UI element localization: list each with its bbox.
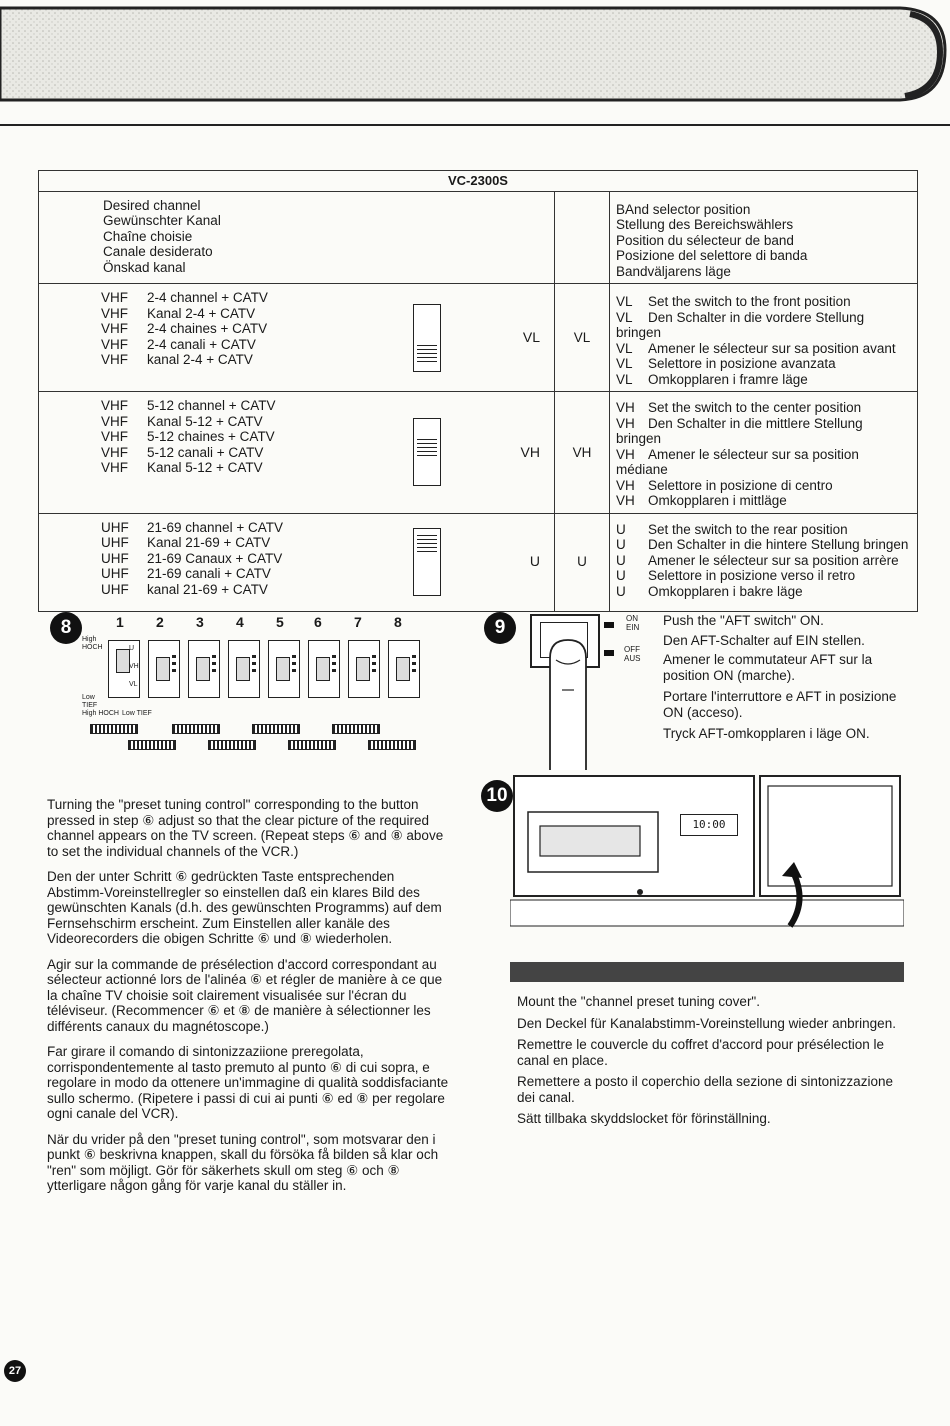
preset-switch-2[interactable]	[148, 640, 180, 698]
header-right-line: Posizione del selettore di banda	[616, 248, 808, 263]
step-10-line: Mount the "channel preset tuning cover".	[517, 994, 760, 1009]
tuning-control[interactable]	[128, 740, 176, 750]
step-8-badge: 8	[50, 612, 82, 644]
position-cell: VL	[555, 284, 610, 392]
header-right-line: Position du sélecteur de band	[616, 232, 794, 248]
header-right-line: Bandväljarens läge	[616, 263, 731, 279]
header-left-line: Gewünschter Kanal	[103, 213, 221, 228]
preset-switch-row	[82, 614, 426, 754]
header-left-line: Önskad kanal	[103, 259, 186, 275]
low-label: Low TIEF	[82, 694, 98, 709]
channel-line: Kanal 5-12 + CATV	[147, 413, 263, 429]
preset-switch-8[interactable]	[388, 640, 420, 698]
vcr-illustration	[510, 772, 904, 986]
channel-cell	[39, 284, 408, 392]
high-label: High HOCH	[82, 636, 103, 651]
step-9-line: Amener le commutateur AFT sur la position ON (marche).	[663, 652, 873, 683]
switch-position-label: VL	[522, 328, 540, 345]
band-tag: VHF	[101, 398, 128, 413]
paragraph-it: Far girare il comando di sintonizzaziione preregolata, corrispondentemente al tasto premuto al punto ⑥ di cui sopra, e regolare in modo da ottenere un'immagine di qualità soddisfaciante sullo schermo. (Ripetere i passi di cui ai punti ⑥ ed ⑧ per regolare ogni canale del VCR).	[47, 1044, 449, 1121]
switch-mark: VH	[129, 663, 139, 670]
band-tag: UHF	[101, 535, 129, 550]
channel-line: 5-12 channel + CATV	[147, 398, 276, 413]
lift-arrow-icon	[778, 860, 818, 930]
desc-line: Amener le sélecteur sur sa position arrère	[648, 552, 899, 568]
band-tag: VHF	[101, 429, 128, 444]
desc-tag: VH	[616, 415, 635, 431]
desc-line: Amener le sélecteur sur sa position avant	[648, 340, 896, 356]
preset-switch-1[interactable]	[108, 640, 140, 698]
desc-tag: VH	[616, 477, 635, 493]
channel-line: 21-69 canali + CATV	[147, 566, 271, 581]
desc-tag: VL	[616, 294, 633, 309]
channel-line: kanal 2-4 + CATV	[147, 352, 253, 367]
switch-number: 3	[196, 614, 204, 630]
paragraph-en: Turning the "preset tuning control" corresponding to the button pressed in step ⑥ adjust so that the clear picture of the required channel appears on the TV screen. (Repeat steps ⑥ and ⑧ above to set the individual channels of the VCR.)	[47, 797, 444, 859]
switch-number: 5	[276, 614, 284, 630]
desc-line: Omkopplaren i mittläge	[648, 493, 787, 508]
desc-tag: U	[616, 552, 626, 568]
switch-position-label: U	[529, 553, 540, 570]
switch-mark: VL	[129, 681, 138, 688]
position-cell: VH	[555, 392, 610, 514]
header-left-line: Desired channel	[103, 197, 201, 213]
tuning-control[interactable]	[288, 740, 336, 750]
preset-switch-7[interactable]	[348, 640, 380, 698]
desc-line: Omkopplaren i framre läge	[648, 371, 808, 387]
desc-tag: VL	[616, 356, 633, 371]
tuning-control[interactable]	[208, 740, 256, 750]
desc-tag: U	[616, 583, 626, 599]
switch-position-label: VH	[520, 443, 540, 460]
switch-number: 1	[116, 614, 124, 630]
description-cell	[610, 284, 918, 392]
paragraph-de: Den der unter Schritt ⑥ gedrückten Taste entsprechenden Abstimm-Voreinstellregler so einstellen daß ein klares Bild des gewünschten Kanals (d.h. des gewünschten Programms) auf dem Fernsehschirm erscheint. Zum Einstellen aller kanäle des Videorecorders die obigen Schritte ⑥ und ⑧ wiederholen.	[47, 869, 442, 946]
step-9-line: Portare l'interruttore e AFT in posizione ON (acceso).	[663, 689, 897, 720]
channel-line: 5-12 chaines + CATV	[147, 429, 275, 444]
channel-cell	[39, 513, 408, 611]
hl-right-label: Low TIEF	[122, 710, 152, 717]
band-switch-icon	[413, 528, 441, 596]
step-9-line: Den AFT-Schalter auf EIN stellen.	[663, 632, 865, 648]
finger-icon	[540, 630, 600, 770]
desc-tag: VL	[616, 340, 633, 356]
header-mid-cell	[555, 191, 610, 284]
tuning-control[interactable]	[90, 724, 138, 734]
header-right-cell	[610, 191, 918, 284]
band-tag: UHF	[101, 581, 129, 597]
step-9-text	[663, 613, 903, 752]
desc-line: Amener le sélecteur sur sa position médiane	[616, 446, 859, 477]
model-heading: VC-2300S	[39, 171, 918, 192]
switch-number: 4	[236, 614, 244, 630]
header-left-line: Chaîne choisie	[103, 228, 193, 244]
switch-cell	[407, 284, 555, 392]
tuning-control[interactable]	[252, 724, 300, 734]
desc-line: Omkopplaren i bakre läge	[648, 583, 803, 599]
desc-tag: U	[616, 521, 626, 537]
channel-line: 21-69 Canaux + CATV	[147, 550, 283, 566]
band-tag: UHF	[101, 550, 129, 566]
step-10-line: Remettre le couvercle du coffret d'accord pour présélection le canal en place.	[517, 1037, 885, 1068]
position-cell: U	[555, 513, 610, 611]
switch-number: 8	[394, 614, 402, 630]
off-label: OFF AUS	[624, 645, 641, 663]
channel-line: 5-12 canali + CATV	[147, 444, 264, 460]
desc-line: Den Schalter in die vordere Stellung bringen	[616, 309, 865, 340]
step-10-line: Remettere a posto il coperchio della sezione di sintonizzazione dei canal.	[517, 1074, 893, 1105]
preset-switch-6[interactable]	[308, 640, 340, 698]
desc-tag: VL	[616, 371, 633, 387]
preset-switch-5[interactable]	[268, 640, 300, 698]
vcr-drawing	[510, 772, 904, 986]
desc-tag: VH	[616, 446, 635, 462]
band-tag: UHF	[101, 519, 129, 535]
band-tag: VHF	[101, 305, 128, 321]
step-10-line: Sätt tillbaka skyddslocket för förinställning.	[517, 1111, 771, 1126]
step-9-line: Push the "AFT switch" ON.	[663, 613, 824, 628]
desc-tag: VH	[616, 493, 635, 508]
header-rule	[0, 124, 950, 126]
paragraph-sv: När du vrider på den "preset tuning control", som motsvarar den i punkt ⑥ beskrivna knappen, skall du försöka få bilden så klar och "ren" som möjligt. Gör för säkerhets skull om steg ⑥ och ⑧ ytterligare någon gång för varje kanal du ställer in.	[47, 1131, 439, 1193]
table-row	[39, 284, 918, 392]
desc-tag: VL	[616, 309, 633, 325]
channel-line: 2-4 channel + CATV	[147, 290, 268, 305]
hl-left-label: High HOCH	[82, 710, 119, 717]
desc-line: Den Schalter in die mittlere Stellung bringen	[616, 415, 863, 446]
preset-switch-4[interactable]	[228, 640, 260, 698]
channel-line: 2-4 chaines + CATV	[147, 321, 268, 336]
channel-line: kanal 21-69 + CATV	[147, 581, 268, 597]
band-tag: VHF	[101, 444, 128, 460]
band-tag: VHF	[101, 352, 128, 367]
band-tag: VHF	[101, 413, 128, 429]
band-switch-icon	[413, 304, 441, 372]
desc-line: Set the switch to the front position	[648, 294, 851, 309]
desc-tag: U	[616, 568, 626, 583]
channel-line: Kanal 2-4 + CATV	[147, 305, 256, 321]
header-band	[0, 0, 950, 120]
channel-line: 2-4 canali + CATV	[147, 336, 256, 352]
step-10-line: Den Deckel für Kanalabstimm-Voreinstellung wieder anbringen.	[517, 1015, 896, 1031]
header-right-line: BAnd selector position	[616, 201, 751, 217]
header-left-cell	[39, 191, 555, 284]
tuning-control[interactable]	[368, 740, 416, 750]
band-switch-icon	[413, 418, 441, 486]
desc-line: Selettore in posizione avanzata	[648, 356, 836, 371]
step-10-text	[517, 994, 907, 1137]
band-selector-table	[38, 170, 918, 612]
paragraph-fr: Agir sur la commande de présélection d'accord correspondant au sélecteur actionné lors de l'alinéa ⑥ et régler de manière à ce que la chaîne TV choisie soit clairement visualisée sur l'écran du téléviseur. (Recommencer ⑥ et ⑧ de manière à sélectionner les différents canaux du magnétoscope.)	[47, 956, 443, 1034]
left-instructions	[47, 797, 449, 1204]
step-9-line: Tryck AFT-omkopplaren i läge ON.	[663, 726, 870, 741]
description-cell	[610, 392, 918, 514]
page-number: 27	[4, 1360, 26, 1382]
band-tag: VHF	[101, 460, 128, 475]
desc-line: Selettore in posizione verso il retro	[648, 568, 856, 583]
table-row	[39, 392, 918, 514]
channel-cell	[39, 392, 408, 514]
desc-line: Den Schalter in die hintere Stellung bringen	[648, 537, 909, 552]
step-9-badge: 9	[484, 612, 516, 644]
band-tag: UHF	[101, 566, 129, 581]
header-left-line: Canale desiderato	[103, 244, 213, 259]
switch-cell	[407, 392, 555, 514]
switch-number: 6	[314, 614, 322, 630]
step-10-badge: 10	[481, 780, 513, 812]
on-label: ON EIN	[626, 614, 640, 632]
preset-switch-3[interactable]	[188, 640, 220, 698]
channel-line: Kanal 21-69 + CATV	[147, 535, 271, 550]
off-indicator	[604, 650, 614, 656]
tuning-control[interactable]	[172, 724, 220, 734]
band-tag: VHF	[101, 321, 128, 336]
channel-line: Kanal 5-12 + CATV	[147, 460, 263, 475]
channel-line: 21-69 channel + CATV	[147, 519, 283, 535]
desc-tag: U	[616, 537, 626, 552]
desc-line: Set the switch to the rear position	[648, 521, 848, 537]
band-tag: VHF	[101, 336, 128, 352]
tuning-control[interactable]	[332, 724, 380, 734]
table-row	[39, 513, 918, 611]
switch-number: 7	[354, 614, 362, 630]
band-tag: VHF	[101, 290, 128, 305]
header-right-line: Stellung des Bereichswählers	[616, 217, 794, 232]
switch-number: 2	[156, 614, 164, 630]
description-cell	[610, 513, 918, 611]
desc-line: Set the switch to the center position	[648, 400, 862, 415]
clock-display: 10:00	[680, 814, 738, 836]
desc-tag: VH	[616, 400, 635, 415]
desc-line: Selettore in posizione di centro	[648, 477, 833, 493]
on-indicator	[604, 622, 614, 628]
switch-mark: U	[129, 645, 135, 652]
switch-cell	[407, 513, 555, 611]
